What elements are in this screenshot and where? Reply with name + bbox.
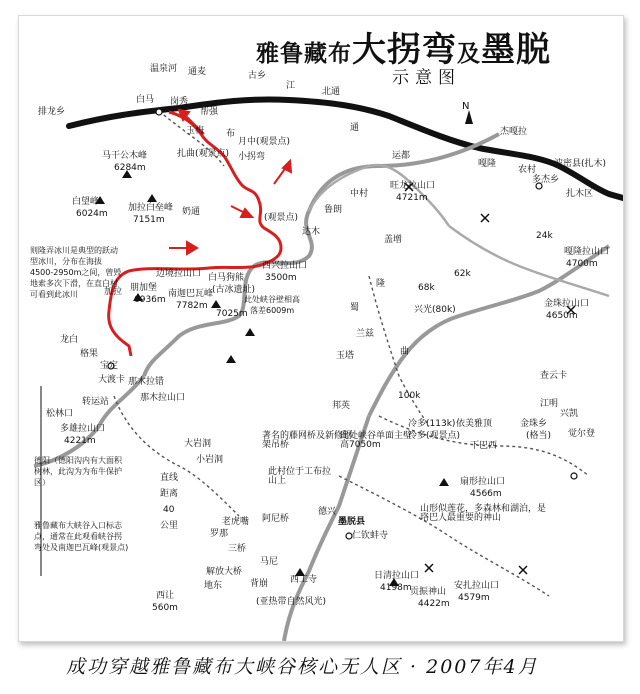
title-big2: 墨脱 [481,30,551,70]
label-naer: 那木拉山口 [140,393,186,403]
label-damu: 达木 [302,227,321,237]
label-zhuan: 转运站 [82,397,110,407]
label-s24: 24k [536,231,553,241]
label-songlin: 松林口 [46,409,74,419]
label-lulang: 鲁朗 [324,205,343,215]
label-gongli: 公里 [160,521,179,531]
road-dotted-mid [369,276,429,426]
label-zhamu2: 扎木区 [566,189,594,199]
label-k100: 100k [398,391,421,401]
label-laohu: 老虎嘴 [222,517,250,527]
label-luonie: 罗那 [210,529,229,539]
label-duoji: 多杰乡 [532,175,560,185]
label-beibeng: 背崩 [250,579,269,589]
label-liangxiu: 盖增 [384,235,403,245]
note-village: 此村位于工布拉山上 [268,467,332,486]
label-anji-h: 4579m [458,593,490,603]
map-caption: 成功穿越雅鲁藏布大峡谷核心无人区 · 2007年4月 [66,656,539,678]
label-baima: 岗秀 [170,97,189,107]
label-yukuo: 玉梅 [186,126,205,136]
map-subtitle: 示意图 [392,68,461,88]
label-shu: 蜀 [350,303,360,313]
label-gangxiu: 帮强 [200,107,219,117]
note-entrance: 雅鲁藏布大峡谷入口标志点，通常在此观看峡谷拐弯处及南迦巴瓦峰(观景点) [34,521,129,552]
label-nanyi-h: 7025m [216,309,248,319]
label-dadu: 大渡卡 [98,375,126,385]
label-jiang: 江 [286,81,296,91]
label-long: 隆 [376,279,386,289]
label-jialai: 加拉白垒峰 [128,203,174,213]
label-xipu-h: 3500m [265,273,297,283]
label-waolong: 旺龙拉山口 [390,181,436,191]
tributary-north [309,165,449,226]
label-yuta: 玉塔 [336,351,355,361]
label-jinzheng: 金珠拉山口 [544,299,590,309]
label-duoxiong2: 多雄拉山口 [60,424,106,434]
label-s62: 62k [454,269,471,279]
label-anchor1: 此处峡谷壁相高 [244,295,300,304]
label-paicun: 白马 [136,95,155,105]
label-liangduo2: 冷多(观景点) [408,431,461,441]
title-mid: 及 [457,41,481,67]
label-sanjia2: 三桥 [228,544,247,554]
label-tong: 通 [350,123,360,133]
label-maniu: 马尼 [260,557,279,567]
label-baiwang: 白望峰 [72,197,100,207]
label-baiwang-h: 6024m [76,209,108,219]
label-ahe: 阿尼桥 [262,514,290,524]
label-nanjia-h: 7782m [176,301,208,311]
label-nayi: 那木拉错 [128,377,165,387]
note-bridges: 著名的藤网桥及新修钢架吊桥 [262,431,353,450]
label-waolong-h: 4721m [396,193,428,203]
label-pengjia-h: 6936m [134,295,166,305]
label-xiabaxi: 下巴西 [470,441,498,451]
label-tima: 嘎隆拉山口 [564,247,610,257]
label-daliang: 大岩洞 [184,439,212,449]
label-bianjing: 边境拉山口 [156,269,202,279]
label-jinzhu2: (格当) [526,431,552,441]
label-xiaotianwan: 小拐弯 [238,152,266,162]
label-riqing-h: 4198m [380,583,412,593]
label-zhiyun: (亚热带自然风光) [256,597,327,607]
label-lunar: 扇形拉山口 [460,477,506,487]
label-tima-h: 4700m [566,259,598,269]
label-gongzhen-h: 4422m [418,599,450,609]
label-naitong: 奶通 [182,207,201,217]
label-anji: 安扎拉山口 [454,581,500,591]
label-qu: 曲 [400,347,410,357]
label-jinzheng-h: 4650m [546,311,578,321]
label-chadeng: 查云卡 [540,371,568,381]
label-riqing: 日清拉山口 [374,571,420,581]
label-xibeng-h: 560m [152,603,178,613]
svg-text:N: N [462,101,470,112]
label-rennong: 仁钦蚌寺 [352,531,389,541]
label-jialai-h: 7151m [133,215,165,225]
label-maqian-h: 6284m [114,163,146,173]
title-prefix: 雅鲁藏布 [256,41,352,67]
label-longba: 龙白 [60,335,79,345]
label-jinzhu: 金珠乡 [520,419,548,429]
label-jiangming: 江明 [540,399,559,409]
label-anchor2: 落差6009m [250,306,295,315]
label-yundu: 运都 [392,151,411,161]
label-guanjing: (观景点) [264,213,299,223]
label-daka: 兰兹 [356,329,375,339]
label-nanjia: 南迦巴瓦峰 [168,289,214,299]
label-bome: 波密县(扎木) [554,159,607,169]
label-baimagou2: (古冰遗址) [212,285,256,295]
label-tongmai: 通麦 [188,67,207,77]
note-gorge-wall: 此处峡谷单面主壁高7050m [340,431,413,450]
note-lotus: 山形似莲花，多森林和湖泊，是珞巴人最重要的神山 [420,504,547,523]
label-wenquan: 温泉河 [150,64,178,74]
label-jiala: 加拉 [104,287,123,297]
label-baimagou: 白马狗熊 [208,273,245,283]
label-gu: 古乡 [248,71,267,81]
label-xiaoliang: 小岩洞 [196,455,224,465]
label-duoxiong2-h: 4221m [64,436,96,446]
label-xingnan: 兴凯 [560,409,579,419]
label-beitong: 北通 [322,87,341,97]
label-xingguang: 兴光(80k) [414,305,456,315]
title-big: 大拐弯 [352,30,457,70]
label-yuenian: 月中(观景点) [238,137,291,147]
label-zhaqu: 扎曲(观景点) [177,149,230,159]
label-liangduo: 冷多(113k) [408,419,456,429]
label-jiaxing: 解放大桥 [206,567,243,577]
label-yiyi: 依美雅顶 [456,419,493,429]
label-geguo: 格果 [80,349,99,359]
label-dizhi: 地东 [204,581,223,591]
label-lunar-h: 4566m [470,489,502,499]
label-maqian: 马干公木峰 [102,151,148,161]
label-xibeng: 西让 [156,591,175,601]
label-bu: 布 [226,129,236,139]
compass-icon [462,101,473,124]
label-momo: 墨脱县 [338,517,366,527]
label-beibuxian: 嘎隆 [478,159,497,169]
label-s68: 68k [418,283,435,293]
label-pengjia: 朋加堡 [130,283,158,293]
label-baoding: 宝定 [100,361,119,371]
label-xigong: 西工寺 [290,575,318,585]
label-xianlong: 排龙乡 [38,107,66,117]
label-km: 40 [163,505,175,515]
label-gongzhen: 贡振神山 [410,587,447,597]
note-deyang: 德阳（德阳沟内有大面积树林，此沟为为布牛保护区） [34,456,122,487]
western-river [34,376,144,466]
label-jiejiahe: 杰嘎拉 [500,127,528,137]
note-glacier: 则隆弄冰川是典型的跃动型冰川，分布在海拔4500-2950m之间，曾毁地索多次下滑，在直白村可看到此冰川 [30,246,122,299]
label-zhixian: 直线 [160,473,179,483]
label-dexing: 德兴 [318,507,337,517]
label-nongcun: 农村 [518,165,537,175]
yarlung-river [144,134,499,376]
label-juegang: 觉尔登 [568,429,596,439]
label-xipu: 西兴拉山口 [262,261,308,271]
label-zhongcun: 中村 [350,189,369,199]
label-juli: 距离 [160,489,179,499]
label-beng: 邦英 [332,401,351,411]
